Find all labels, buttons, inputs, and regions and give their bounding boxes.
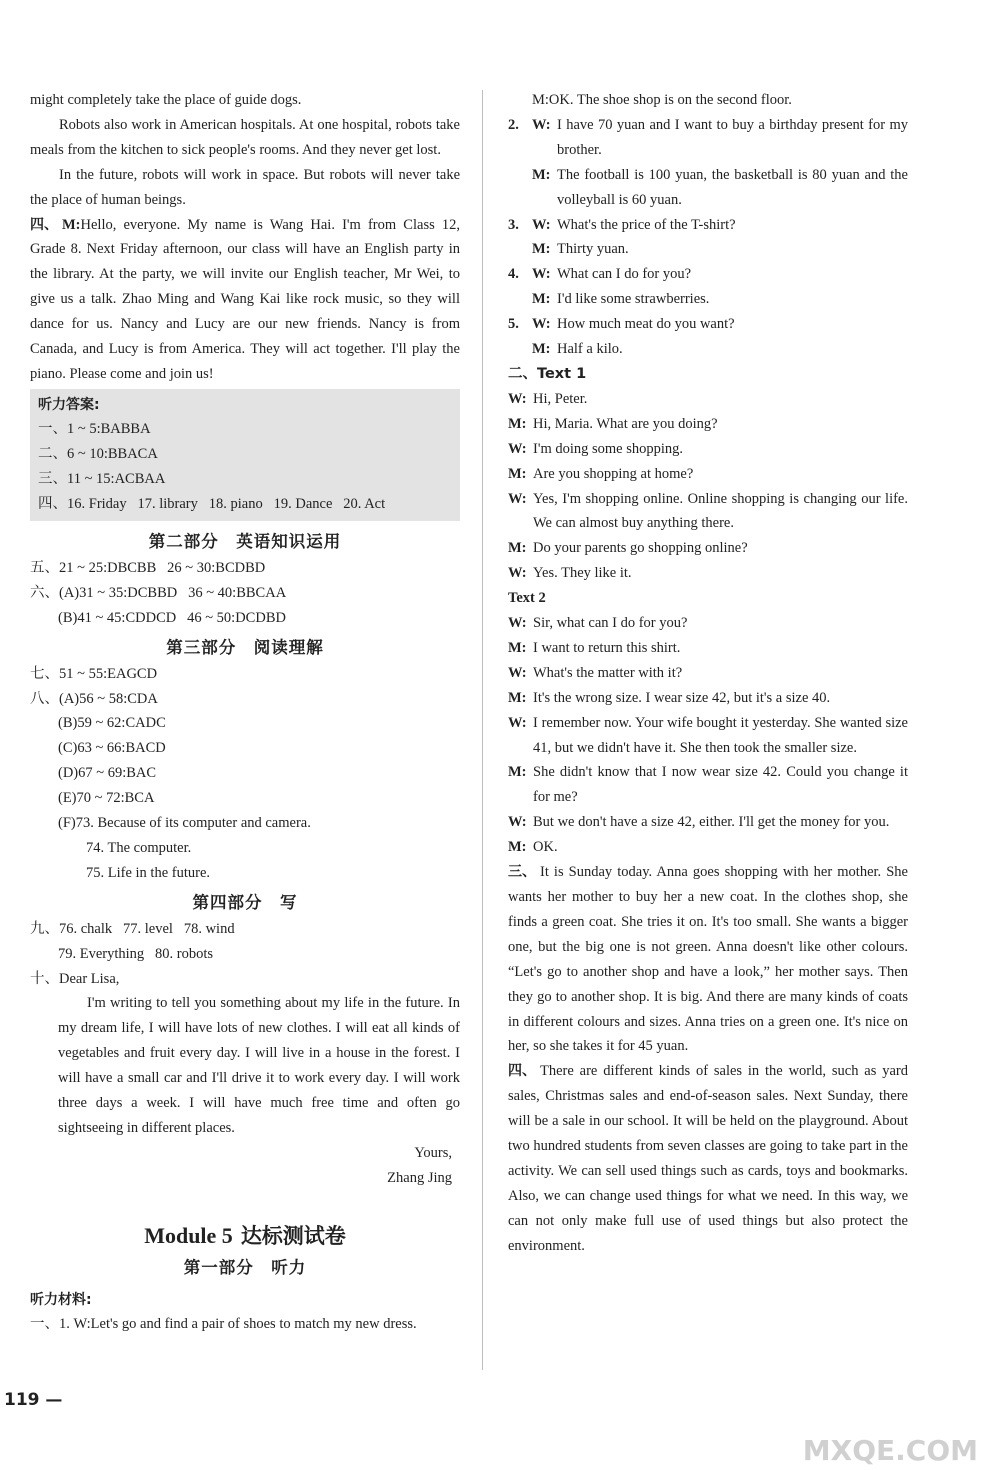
module-name: 达标测试卷 bbox=[240, 1223, 346, 1248]
speaker-label: M: bbox=[532, 166, 551, 183]
passage-text: It is Sunday today. Anna goes shopping with her mother. She wants her mother to buy her a new coat. In the clothes shop, she finds a green coat. She tries it on. It's too small. She wants a bigger one, but the big one is not green. Anna doesn't like other colours. “Let's go to another shop and have a look,” her mother says. Then they go to another shop. It is big. And there are many kinds of coats in different colours and sizes. Anna tries on a green one. It's nice on her, so she takes it for 45 yuan. bbox=[508, 864, 908, 1055]
watermark: MXQE.COM bbox=[802, 1434, 978, 1467]
section-four-passage bbox=[508, 1059, 908, 1258]
dialogue-text: Do your parents go shopping online? bbox=[533, 540, 748, 557]
dialogue-line bbox=[508, 611, 908, 636]
speaker-label: W: bbox=[532, 316, 551, 333]
speaker-label: W: bbox=[532, 266, 551, 283]
speaker-label: M: bbox=[508, 465, 527, 482]
dialogue-line: M:OK. The shoe shop is on the second floor. bbox=[532, 92, 792, 108]
left-column bbox=[30, 88, 460, 1337]
section-three-passage bbox=[508, 860, 908, 1059]
question-number: 3. bbox=[508, 216, 519, 233]
speaker-label: M: bbox=[508, 839, 527, 856]
dialogue-text: The football is 100 yuan, the basketball is 80 yuan and the volleyball is 60 yuan. bbox=[557, 166, 908, 208]
dialogue-line bbox=[508, 437, 908, 462]
answer-line: 79. Everything 80. robots bbox=[58, 945, 214, 962]
dialogue-text: I have 70 yuan and I want to buy a birthday present for my brother. bbox=[557, 116, 908, 158]
dialogue-line bbox=[508, 835, 908, 860]
dialogue-line: 一、1. W:Let's go and find a pair of shoes to match my new dress. bbox=[30, 1315, 417, 1332]
dialogue-text: What's the price of the T-shirt? bbox=[557, 216, 736, 233]
dialogue-text: Yes. They like it. bbox=[533, 565, 632, 582]
answer-line: 二、6 ~ 10:BBACA bbox=[38, 445, 158, 462]
speaker-label: W: bbox=[508, 664, 527, 681]
right-column bbox=[508, 88, 908, 1259]
speaker-label: M: bbox=[508, 415, 527, 432]
dialogue-line bbox=[508, 462, 908, 487]
dialogue-line bbox=[508, 487, 908, 537]
speaker-label: W: bbox=[532, 116, 551, 133]
answer-line: 七、51 ~ 55:EAGCD bbox=[30, 665, 158, 682]
answer-line: 75. Life in the future. bbox=[86, 864, 211, 881]
answer-line: (B)41 ~ 45:CDDCD 46 ~ 50:DCDBD bbox=[58, 609, 286, 626]
answer-line: (D)67 ~ 69:BAC bbox=[58, 765, 157, 782]
text-2-dialogue bbox=[508, 611, 908, 860]
speaker-label: W: bbox=[508, 565, 527, 582]
dialogue-text: But we don't have a size 42, either. I'll get the money for you. bbox=[533, 814, 890, 831]
answer-line: 六、(A)31 ~ 35:DCBBD 36 ~ 40:BBCAA bbox=[30, 584, 287, 601]
paragraph: Robots also work in American hospitals. At one hospital, robots take meals from the kitchen to sick people's rooms. And they never get lost. bbox=[30, 116, 460, 158]
dialogue-line bbox=[508, 711, 908, 761]
answer-line: (B)59 ~ 62:CADC bbox=[58, 715, 166, 732]
text-1-dialogue bbox=[508, 387, 908, 586]
answer-line: 四、16. Friday 17. library 18. piano 19. Dance 20. Act bbox=[38, 495, 386, 512]
letter-greeting-line bbox=[30, 967, 460, 992]
speaker-label: W: bbox=[532, 216, 551, 233]
dialogue-line bbox=[508, 760, 908, 810]
dialogue-text: Thirty yuan. bbox=[557, 241, 629, 258]
dialogue-line bbox=[508, 163, 908, 213]
dialogue-text: Sir, what can I do for you? bbox=[533, 615, 688, 632]
dialogue-text: Hi, Peter. bbox=[533, 390, 588, 407]
dialogue-line bbox=[508, 237, 908, 262]
paragraph: In the future, robots will work in space. But robots will never take the place of human beings. bbox=[30, 166, 460, 208]
dialogue-line bbox=[508, 113, 908, 163]
section-four-passage bbox=[30, 213, 460, 387]
dialogue-text: What's the matter with it? bbox=[533, 664, 683, 681]
text-2-title: Text 2 bbox=[508, 590, 546, 607]
answer-line: 三、11 ~ 15:ACBAA bbox=[38, 470, 166, 487]
dialogue-text: I'd like some strawberries. bbox=[557, 291, 710, 308]
answer-line: (F)73. Because of its computer and camera. bbox=[58, 815, 311, 832]
letter-greeting: Dear Lisa, bbox=[59, 970, 120, 987]
letter-signature: Zhang Jing bbox=[387, 1169, 452, 1186]
answer-line: 八、(A)56 ~ 58:CDA bbox=[30, 690, 158, 707]
answer-line: (E)70 ~ 72:BCA bbox=[58, 790, 155, 807]
dialogue-text: I remember now. Your wife bought it yesterday. She wanted size 41, but we didn't have it. She then took the smaller size. bbox=[533, 714, 908, 756]
answer-line: 五、21 ~ 25:DBCBB 26 ~ 30:BCDBD bbox=[30, 559, 266, 576]
section-label: 三、 bbox=[508, 864, 536, 881]
dialogue-text: OK. bbox=[533, 839, 558, 856]
answers-title: 听力答案: bbox=[38, 396, 100, 413]
answer-line: 74. The computer. bbox=[86, 839, 192, 856]
dialogue-line bbox=[508, 686, 908, 711]
speaker-label: M: bbox=[532, 241, 551, 258]
part-title: 第二部分 英语知识运用 bbox=[148, 531, 342, 551]
question-number: 4. bbox=[508, 266, 519, 283]
module-number: Module 5 bbox=[144, 1222, 233, 1248]
speaker-label: W: bbox=[508, 440, 527, 457]
dialogue-line bbox=[508, 661, 908, 686]
dialogue-text: Half a kilo. bbox=[557, 341, 623, 358]
question-number: 2. bbox=[508, 116, 519, 133]
listening-answers-box bbox=[30, 389, 460, 521]
speaker-label: M: bbox=[508, 639, 527, 656]
dialogue-line bbox=[508, 337, 908, 362]
section-label: 四、 bbox=[30, 216, 58, 233]
dialogue-text: Are you shopping at home? bbox=[533, 465, 694, 482]
dialogue-text: Yes, I'm shopping online. Online shopping is changing our life. We can almost buy anything there. bbox=[533, 490, 908, 532]
speaker-label: W: bbox=[508, 714, 527, 731]
dialogue-text: Hi, Maria. What are you doing? bbox=[533, 415, 718, 432]
materials-label: 听力材料: bbox=[30, 1291, 92, 1308]
dialogue-line bbox=[508, 561, 908, 586]
dialogue-line bbox=[508, 213, 908, 238]
speaker-label: W: bbox=[508, 490, 527, 507]
speaker-label: W: bbox=[508, 814, 527, 831]
dialogue-text: She didn't know that I now wear size 42. Could you change it for me? bbox=[533, 764, 908, 806]
dialogue-line bbox=[508, 387, 908, 412]
speaker-label: M: bbox=[508, 540, 527, 557]
answer-line: 九、76. chalk 77. level 78. wind bbox=[30, 920, 235, 937]
dialogue-line bbox=[508, 810, 908, 835]
dialogue-text: I'm doing some shopping. bbox=[533, 440, 684, 457]
speaker-label: M: bbox=[532, 291, 551, 308]
dialogue-line bbox=[508, 536, 908, 561]
letter-closing: Yours, bbox=[414, 1144, 452, 1161]
part-title: 第一部分 听力 bbox=[183, 1257, 307, 1277]
letter-body: I'm writing to tell you something about my life in the future. In my dream life, I will have lots of new clothes. I will eat all kinds of vegetables and fruit every day. I will live in a house in the forest. I will have a small car and I'll drive it to work every day. I will work three days a week. I will have much free time and often go sightseeing in different places. bbox=[58, 995, 460, 1136]
dialogue-line bbox=[508, 412, 908, 437]
part-title: 第三部分 阅读理解 bbox=[166, 637, 324, 657]
paragraph: might completely take the place of guide dogs. bbox=[30, 92, 302, 108]
dialogue-text: It's the wrong size. I wear size 42, but it's a size 40. bbox=[533, 689, 831, 706]
speaker-label: M: bbox=[508, 764, 527, 781]
speaker-label: M: bbox=[62, 216, 81, 233]
part-title: 第四部分 写 bbox=[192, 892, 298, 912]
speaker-label: M: bbox=[508, 689, 527, 706]
question-number: 5. bbox=[508, 316, 519, 333]
dialogue-text: How much meat do you want? bbox=[557, 316, 735, 333]
module-title bbox=[30, 1221, 460, 1251]
passage-text: Hello, everyone. My name is Wang Hai. I'm from Class 12, Grade 8. Next Friday afternoon, our class will have an English party in the library. At the party, we will invite our English teacher, Mr Wei, to give us a talk. Zhao Ming and Wang Kai like rock music, so they will dance for us. Nancy and Lucy are our new friends. Nancy is from Canada, and Lucy is from America. They will act together. I'll play the piano. Please come and join us! bbox=[30, 216, 460, 382]
column-divider bbox=[482, 90, 483, 1370]
page-number: 119 — bbox=[4, 1390, 63, 1410]
dialogue-line bbox=[508, 636, 908, 661]
speaker-label: M: bbox=[532, 341, 551, 358]
dialogue-line bbox=[508, 262, 908, 287]
dialogue-line bbox=[508, 312, 908, 337]
dialogue-text: What can I do for you? bbox=[557, 266, 692, 283]
section-label: 四、 bbox=[508, 1063, 536, 1080]
answer-line: (C)63 ~ 66:BACD bbox=[58, 740, 166, 757]
section-label: 十、 bbox=[30, 970, 59, 987]
speaker-label: W: bbox=[508, 615, 527, 632]
speaker-label: W: bbox=[508, 390, 527, 407]
passage-text: There are different kinds of sales in the world, such as yard sales, Christmas sales and end-of-season sales. Next Sunday, there will be a sale in our school. It will be held on the playground. About two hundred students from seven classes are going to take part in the activity. We can sell used things such as cards, toys and bookmarks. Also, we can change used things for what we need. In this way, we can not only make full use of used things but also protect the environment. bbox=[508, 1063, 908, 1254]
text-1-title: 二、Text 1 bbox=[508, 365, 587, 382]
dialogue-line bbox=[508, 287, 908, 312]
dialogue-text: I want to return this shirt. bbox=[533, 639, 681, 656]
answer-line: 一、1 ~ 5:BABBA bbox=[38, 420, 151, 437]
